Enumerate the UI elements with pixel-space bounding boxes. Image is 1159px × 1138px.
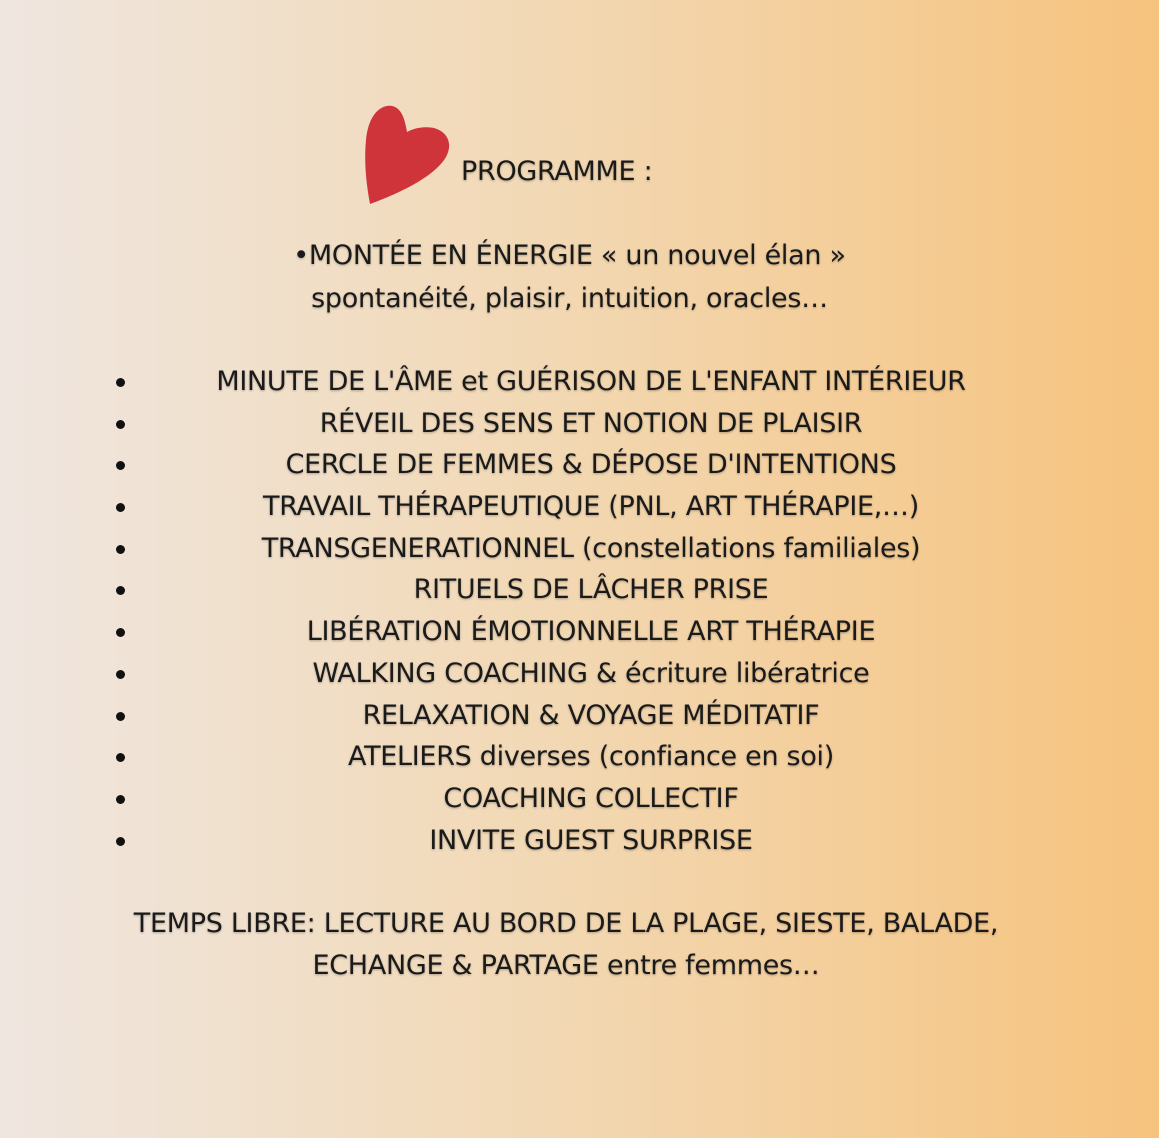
list-item-text: COACHING COLLECTIF bbox=[443, 782, 739, 814]
list-item bbox=[0, 778, 1159, 820]
bullet-icon bbox=[116, 503, 125, 512]
list-item bbox=[0, 361, 1159, 403]
bullet-icon bbox=[116, 795, 125, 804]
bullet-icon bbox=[116, 461, 125, 470]
list-item bbox=[0, 403, 1159, 445]
list-item-text: WALKING COACHING & écriture libératrice bbox=[312, 657, 870, 689]
list-item bbox=[0, 486, 1159, 528]
page-title: PROGRAMME : bbox=[461, 156, 653, 187]
list-item bbox=[0, 736, 1159, 778]
list-item-text: RITUELS DE LÂCHER PRISE bbox=[413, 574, 769, 606]
list-item bbox=[0, 695, 1159, 737]
list-item-text: CERCLE DE FEMMES & DÉPOSE D'INTENTIONS bbox=[285, 449, 897, 481]
bullet-icon bbox=[116, 545, 125, 554]
list-item-text: RELAXATION & VOYAGE MÉDITATIF bbox=[362, 699, 820, 731]
free-time-text-continued: ECHANGE & PARTAGE entre femmes… bbox=[312, 950, 820, 981]
bullet-icon bbox=[116, 837, 125, 846]
list-item-text: ATELIERS diverses (confiance en soi) bbox=[348, 741, 834, 773]
bullet-icon bbox=[116, 378, 125, 387]
list-item-text: RÉVEIL DES SENS ET NOTION DE PLAISIR bbox=[319, 407, 863, 439]
bullet-icon bbox=[116, 753, 125, 762]
list-item-text: MINUTE DE L'ÂME et GUÉRISON DE L'ENFANT INTÉRIEUR bbox=[216, 366, 966, 397]
intro-subtitle: spontanéité, plaisir, intuition, oracles… bbox=[311, 283, 828, 314]
list-item bbox=[0, 611, 1159, 653]
list-item-text: INVITE GUEST SURPRISE bbox=[429, 824, 753, 856]
bullet-icon bbox=[116, 420, 125, 429]
bullet-icon bbox=[116, 586, 125, 595]
bullet-icon bbox=[116, 712, 125, 721]
heart-icon bbox=[362, 102, 454, 208]
list-item bbox=[0, 820, 1159, 862]
bullet-icon bbox=[116, 670, 125, 679]
program-list bbox=[0, 361, 1159, 861]
list-item bbox=[0, 528, 1159, 570]
free-time-text: TEMPS LIBRE: LECTURE AU BORD DE LA PLAGE, SIESTE, BALADE, bbox=[133, 908, 999, 939]
list-item-text: TRAVAIL THÉRAPEUTIQUE (PNL, ART THÉRAPIE,…) bbox=[263, 491, 919, 523]
intro-heading: •MONTÉE EN ÉNERGIE « un nouvel élan » bbox=[293, 240, 846, 271]
list-item bbox=[0, 569, 1159, 611]
list-item-text: LIBÉRATION ÉMOTIONNELLE ART THÉRAPIE bbox=[306, 616, 876, 648]
list-item bbox=[0, 653, 1159, 695]
list-item bbox=[0, 444, 1159, 486]
list-item-text: TRANSGENERATIONNEL (constellations familiales) bbox=[261, 532, 921, 564]
bullet-icon bbox=[116, 628, 125, 637]
